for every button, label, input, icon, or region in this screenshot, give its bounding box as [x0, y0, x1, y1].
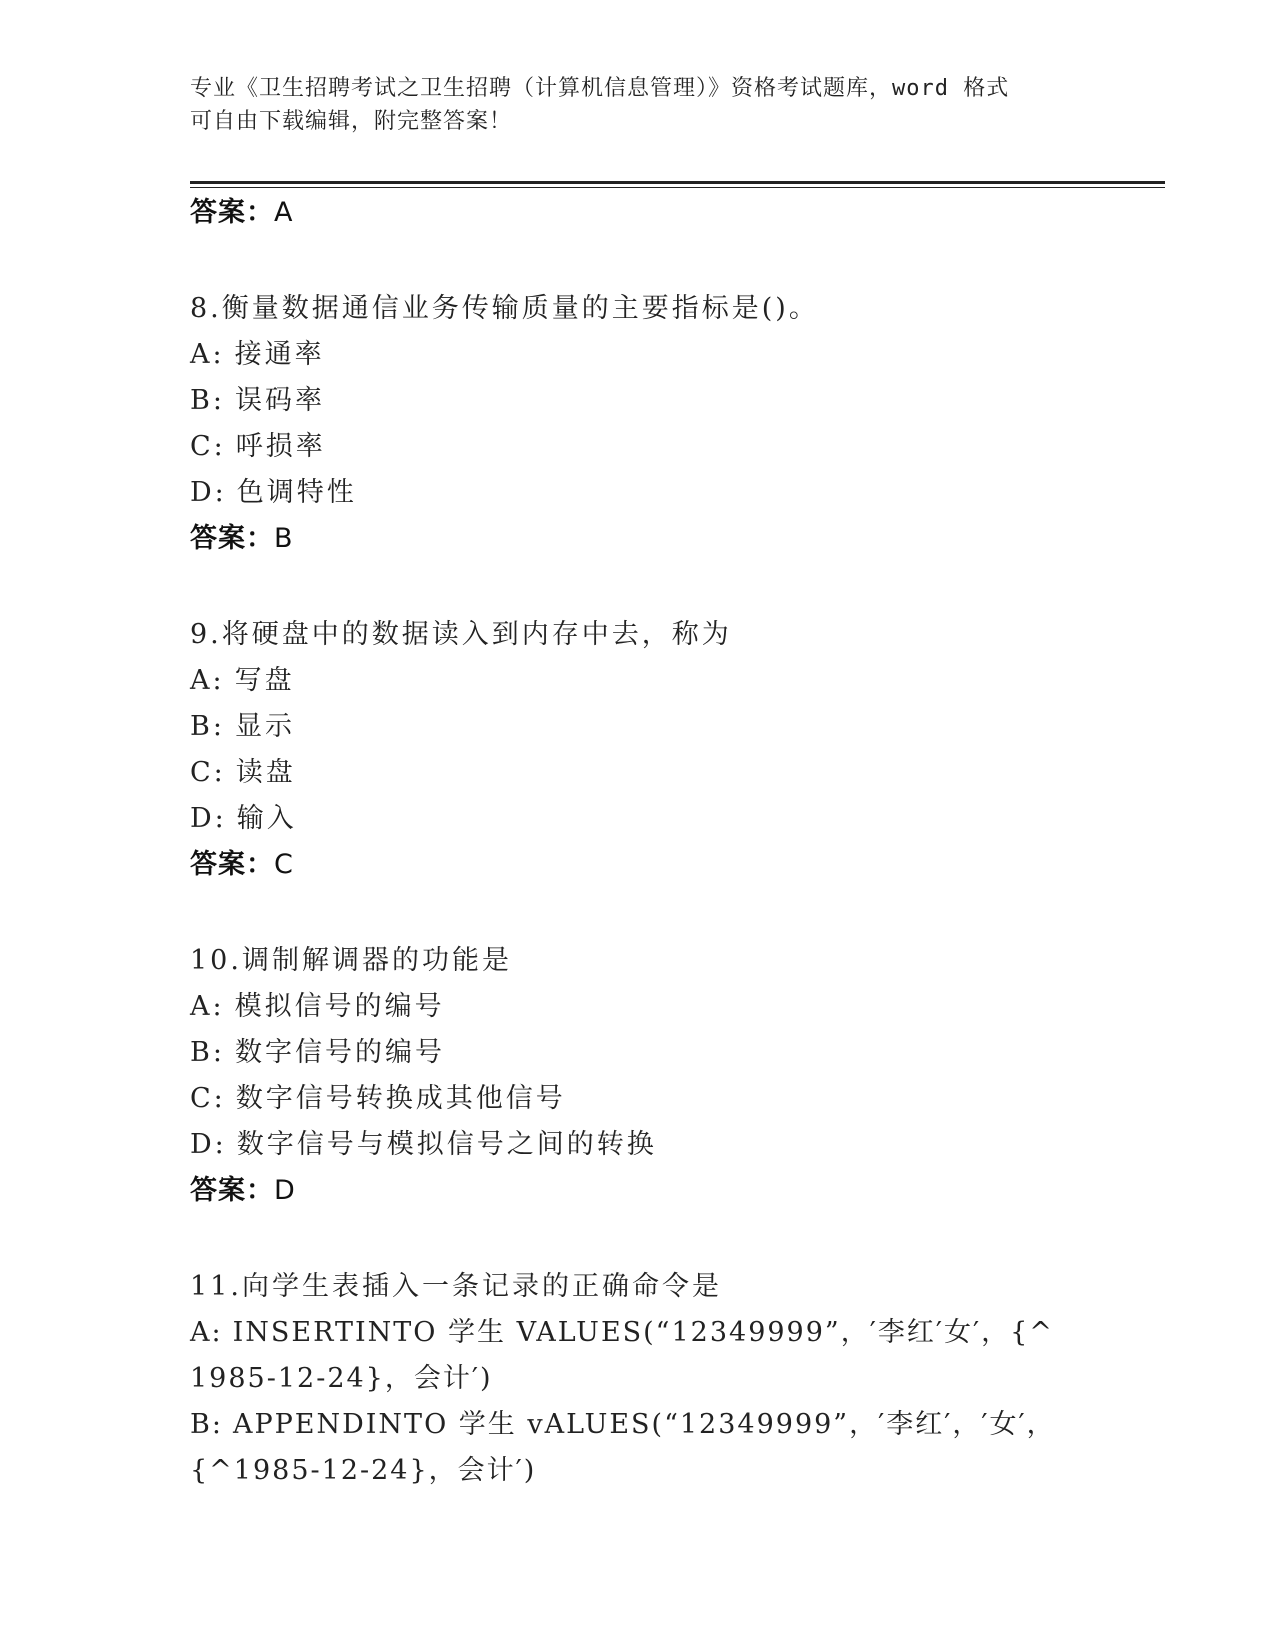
option-b — [190, 378, 1165, 424]
option-text: 显示 — [234, 711, 295, 742]
option-text: 模拟信号的编号 — [234, 991, 445, 1022]
option-text: 写盘 — [234, 665, 295, 696]
option-text: 输入 — [236, 803, 297, 834]
option-key: A: — [190, 339, 225, 370]
option-d — [190, 796, 1165, 842]
option-text: 读盘 — [235, 757, 296, 788]
option-b — [190, 1030, 1165, 1076]
option-b — [190, 1402, 1070, 1494]
option-key: D: — [190, 477, 227, 508]
answer-value: A — [274, 197, 294, 228]
header-divider-thick — [190, 181, 1165, 184]
answer-label: 答案： — [190, 523, 274, 554]
option-text: 数字信号的编号 — [234, 1037, 445, 1068]
option-key: C: — [190, 431, 226, 462]
question-8 — [190, 286, 1165, 562]
option-text: 呼损率 — [235, 431, 326, 462]
option-key: D: — [190, 803, 227, 834]
answer-line — [190, 842, 1165, 888]
option-text: INSERTINTO 学生 VALUES(“12349999”，′李红′女′，{^1985-12-24}，会计′) — [190, 1317, 1054, 1394]
option-c — [190, 750, 1165, 796]
option-text: 接通率 — [234, 339, 325, 370]
answer-label: 答案： — [190, 849, 274, 880]
option-key: B: — [190, 385, 225, 416]
question-9 — [190, 612, 1165, 888]
question-list — [190, 190, 1165, 1494]
option-c — [190, 424, 1165, 470]
option-key: C: — [190, 757, 226, 788]
option-key: B: — [190, 1409, 223, 1440]
option-text: APPENDINTO 学生 vALUES(“12349999”，′李红′，′女′，{^1985-12-24}，会计′) — [190, 1409, 1056, 1486]
answer-label: 答案： — [190, 197, 274, 228]
header-line-1: 专业《卫生招聘考试之卫生招聘（计算机信息管理）》资格考试题库，word 格式 — [190, 76, 1010, 101]
option-b — [190, 704, 1165, 750]
document-header — [190, 72, 1090, 138]
option-a — [190, 332, 1165, 378]
header-divider-thin — [190, 187, 1165, 188]
option-key: D: — [190, 1129, 227, 1160]
option-c — [190, 1076, 1165, 1122]
option-key: B: — [190, 711, 225, 742]
answer-line — [190, 1168, 1165, 1214]
answer-label: 答案： — [190, 1175, 274, 1206]
option-key: A: — [190, 665, 225, 696]
option-a — [190, 984, 1165, 1030]
option-text: 数字信号与模拟信号之间的转换 — [236, 1129, 657, 1160]
option-key: B: — [190, 1037, 225, 1068]
option-text: 误码率 — [234, 385, 325, 416]
option-key: A: — [190, 1317, 223, 1348]
answer-line-q7 — [190, 190, 1165, 236]
option-d — [190, 470, 1165, 516]
option-a — [190, 658, 1165, 704]
option-text: 色调特性 — [236, 477, 357, 508]
question-title: 9.将硬盘中的数据读入到内存中去，称为 — [190, 619, 732, 650]
question-title: 10.调制解调器的功能是 — [190, 945, 512, 976]
answer-value: B — [274, 523, 294, 554]
answer-value: D — [274, 1175, 296, 1206]
option-key: A: — [190, 991, 225, 1022]
header-line-2: 可自由下载编辑，附完整答案！ — [190, 109, 513, 134]
question-11 — [190, 1264, 1165, 1494]
answer-value: C — [274, 849, 294, 880]
question-10 — [190, 938, 1165, 1214]
option-key: C: — [190, 1083, 226, 1114]
question-title: 8.衡量数据通信业务传输质量的主要指标是()。 — [190, 293, 819, 324]
option-text: 数字信号转换成其他信号 — [235, 1083, 566, 1114]
option-d — [190, 1122, 1165, 1168]
option-a — [190, 1310, 1070, 1402]
question-title: 11.向学生表插入一条记录的正确命令是 — [190, 1271, 722, 1302]
answer-line — [190, 516, 1165, 562]
